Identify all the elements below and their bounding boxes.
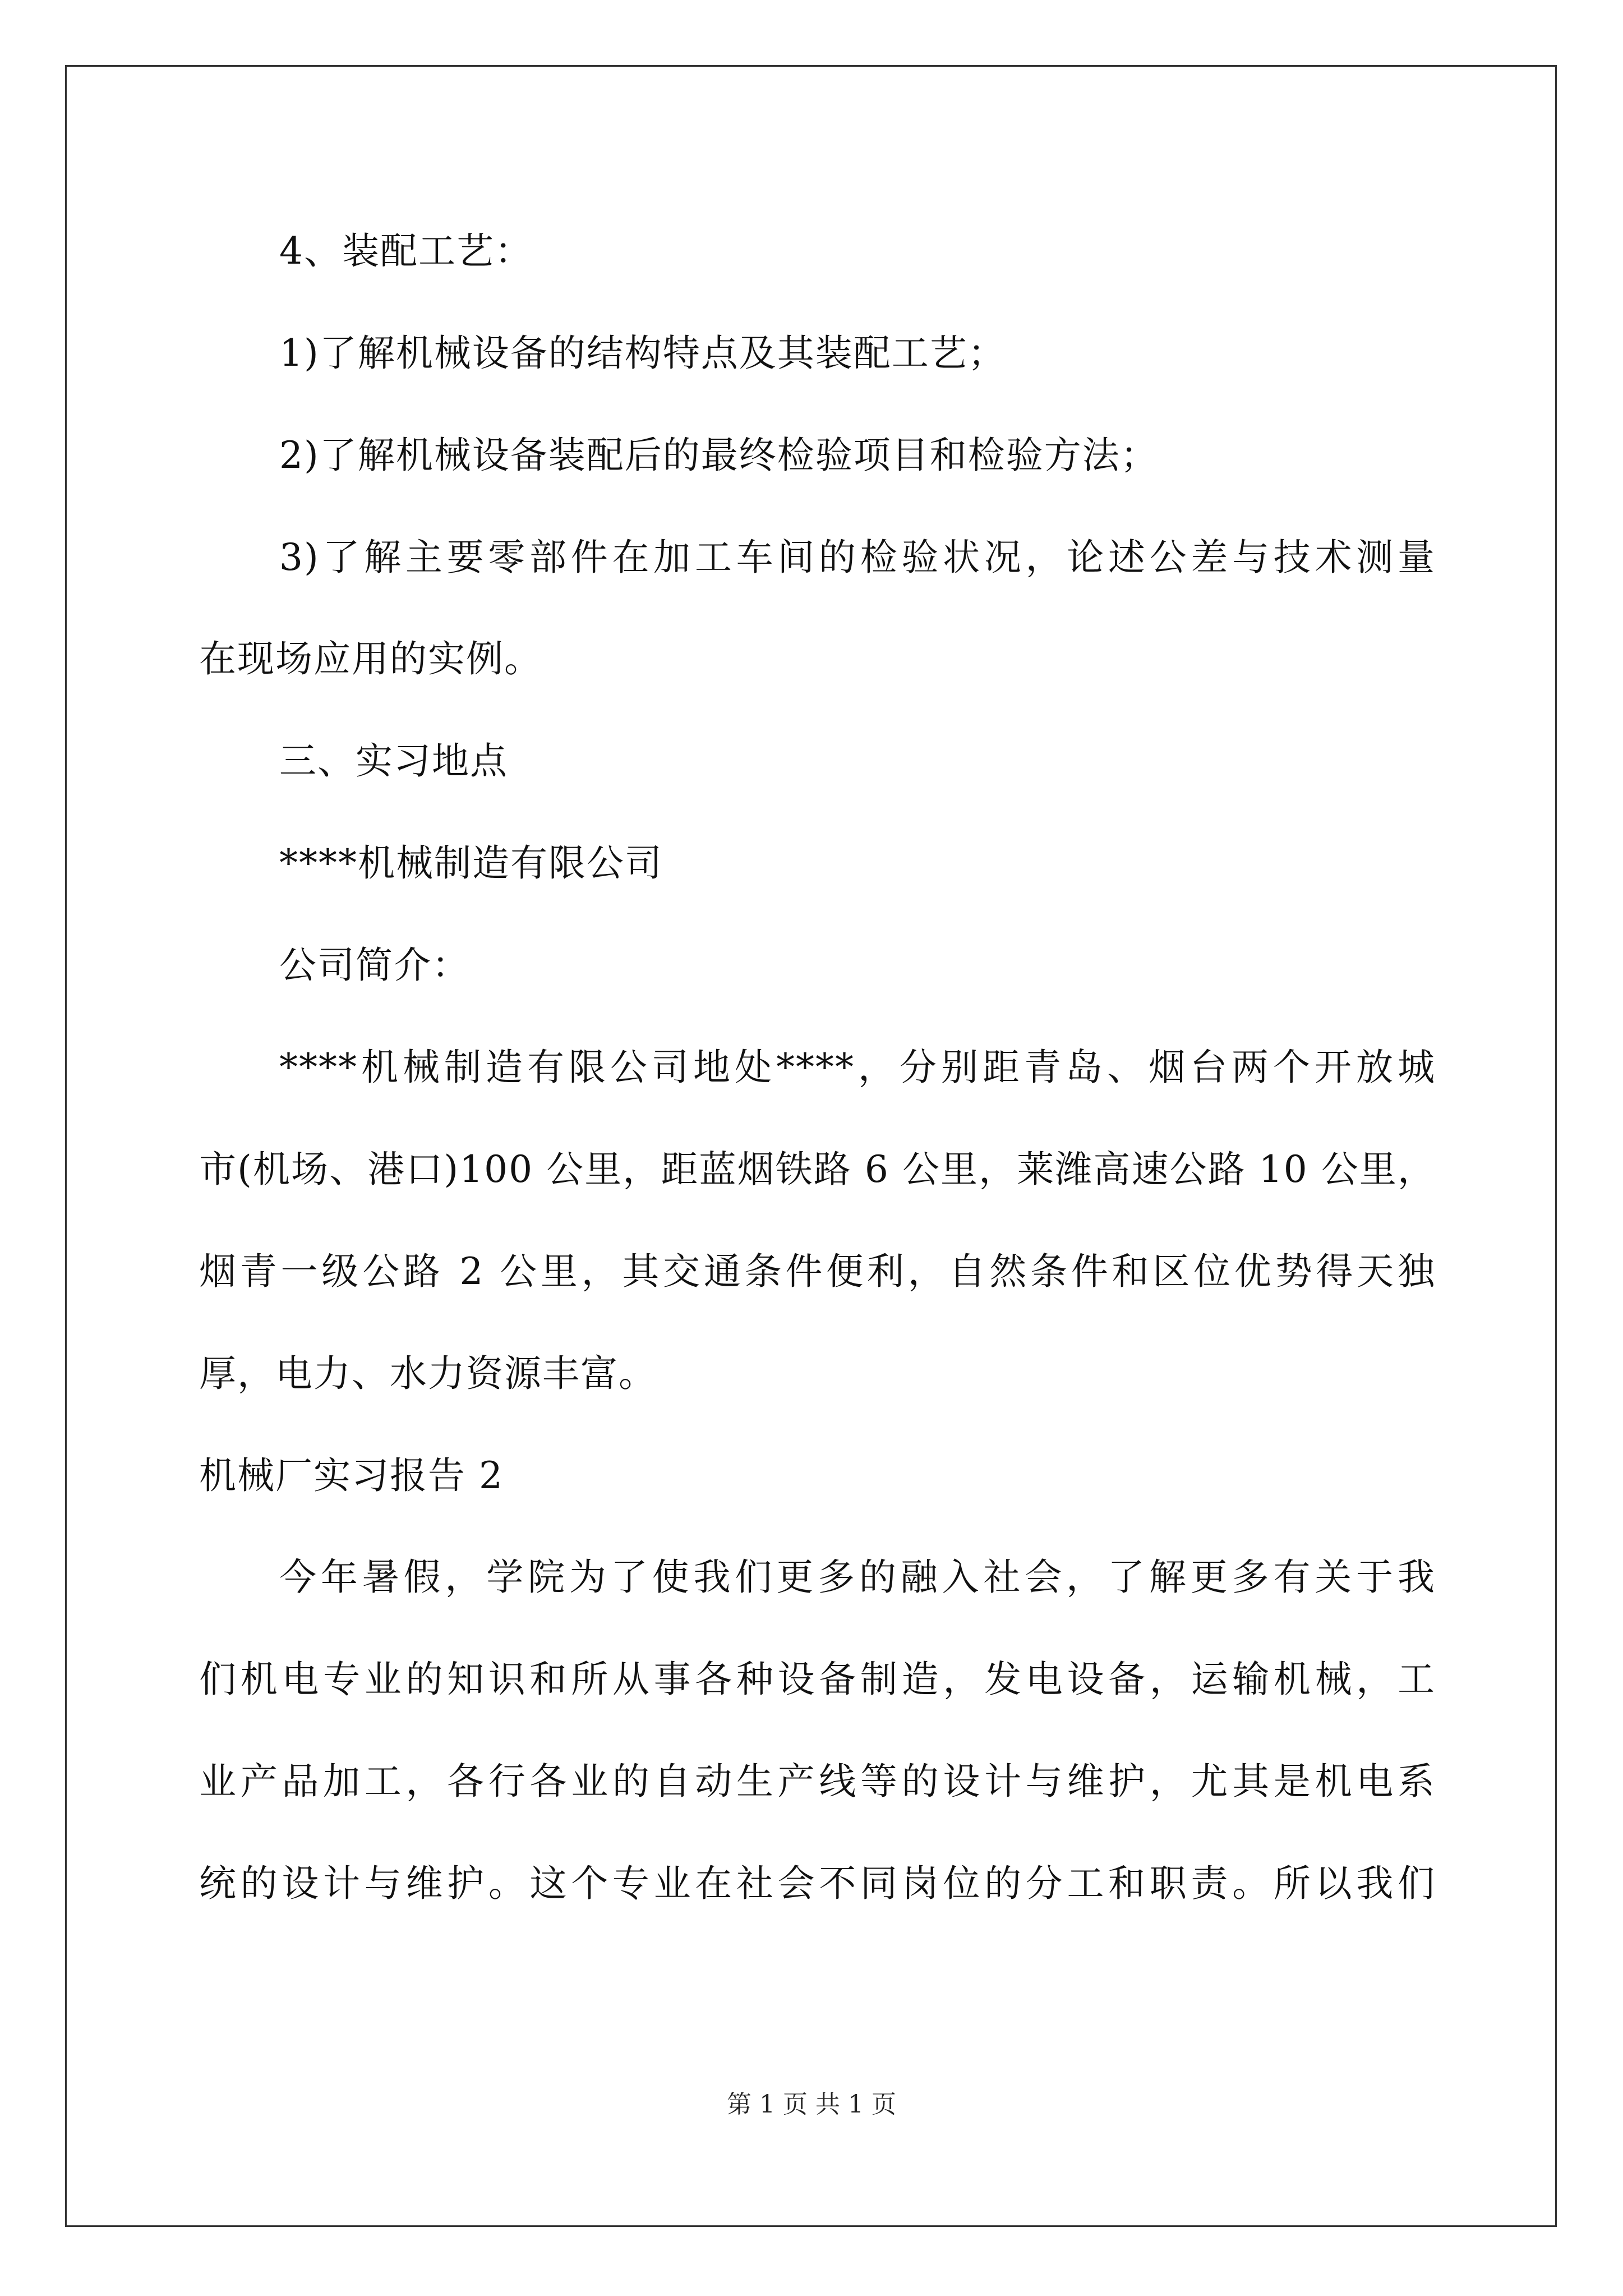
section-title: 机械厂实习报告 2 bbox=[199, 1454, 504, 1497]
heading-company-profile: 公司简介： bbox=[279, 944, 470, 987]
paragraph-line: 市(机场、港口)100 公里，距蓝烟铁路 6 公里，莱潍高速公路 10 公里， bbox=[199, 1148, 1436, 1191]
paragraph-line: 今年暑假，学院为了使我们更多的融入社会，了解更多有关于我 bbox=[279, 1556, 1436, 1599]
company-name: ****机械制造有限公司 bbox=[279, 841, 663, 885]
paragraph-line: 3)了解主要零部件在加工车间的检验状况，论述公差与技术测量 bbox=[279, 536, 1436, 579]
paragraph-line: 烟青一级公路 2 公里，其交通条件便利，自然条件和区位优势得天独 bbox=[199, 1250, 1436, 1293]
paragraph-line: 2)了解机械设备装配后的最终检验项目和检验方法； bbox=[279, 434, 1159, 477]
heading-internship-location: 三、实习地点 bbox=[279, 739, 508, 783]
paragraph-line: 统的设计与维护。这个专业在社会不同岗位的分工和职责。所以我们 bbox=[199, 1862, 1436, 1905]
paragraph-line: 业产品加工，各行各业的自动生产线等的设计与维护，尤其是机电系 bbox=[199, 1760, 1436, 1803]
paragraph-line: 厚，电力、水力资源丰富。 bbox=[199, 1352, 657, 1395]
page-footer: 第 1 页 共 1 页 bbox=[727, 2090, 896, 2119]
paragraph-line: 在现场应用的实例。 bbox=[199, 637, 542, 680]
paragraph-line: 们机电专业的知识和所从事各种设备制造，发电设备，运输机械，工 bbox=[199, 1658, 1436, 1701]
paragraph-line: ****机械制造有限公司地处****，分别距青岛、烟台两个开放城 bbox=[279, 1046, 1436, 1089]
paragraph-line: 1)了解机械设备的结构特点及其装配工艺； bbox=[279, 332, 1006, 375]
heading-assembly-process: 4、装配工艺： bbox=[279, 229, 533, 273]
